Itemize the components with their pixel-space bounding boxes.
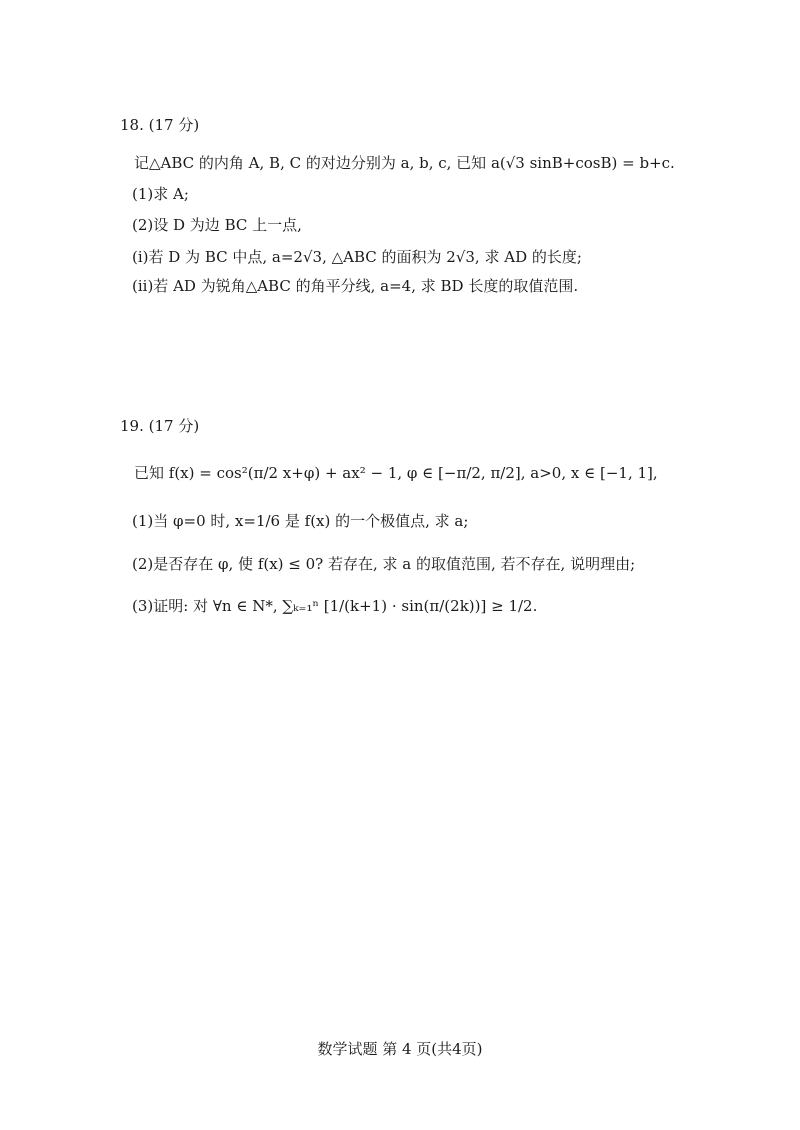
problem-18-part-2-ii: (ii)若 AD 为锐角△ABC 的角平分线, a=4, 求 BD 长度的取值范围.	[132, 277, 579, 295]
problem-18-part-2-i: (i)若 D 为 BC 中点, a=2√3, △ABC 的面积为 2√3, 求 AD 的长度;	[132, 248, 582, 266]
problem-19-part-3: (3)证明: 对 ∀n ∈ N*, ∑ₖ₌₁ⁿ [1/(k+1) · sin(π/(2k))] ≥ 1/2.	[132, 597, 538, 615]
problem-19-part-2: (2)是否存在 φ, 使 f(x) ≤ 0? 若存在, 求 a 的取值范围, 若不存在, 说明理由;	[132, 555, 636, 573]
problem-18-statement: 记△ABC 的内角 A, B, C 的对边分别为 a, b, c, 已知 a(√3 sinB+cosB) = b+c.	[134, 154, 675, 172]
problem-19-number: 19. (17 分)	[120, 417, 200, 435]
page-footer: 数学试题 第 4 页(共4页)	[317, 1040, 483, 1058]
problem-19-statement: 已知 f(x) = cos²(π/2 x+φ) + ax² − 1, φ ∈ [−π/2, π/2], a>0, x ∈ [−1, 1],	[134, 464, 658, 482]
problem-18-number: 18. (17 分)	[120, 116, 200, 134]
problem-18-part-1: (1)求 A;	[132, 185, 189, 203]
problem-19-part-1: (1)当 φ=0 时, x=1/6 是 f(x) 的一个极值点, 求 a;	[132, 512, 469, 530]
problem-18-part-2: (2)设 D 为边 BC 上一点,	[132, 216, 302, 234]
